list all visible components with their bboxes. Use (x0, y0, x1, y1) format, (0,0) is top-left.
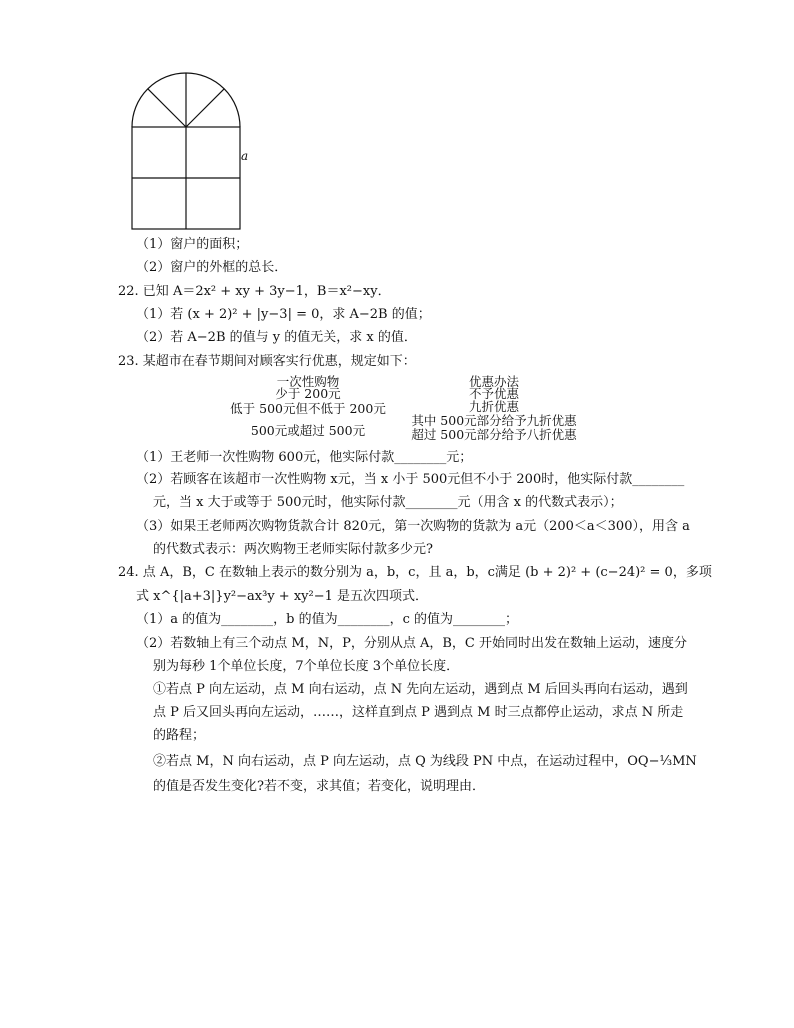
table-row2-purchase: 低于 500元但不低于 200元 (230, 401, 386, 416)
q22-sub2: （2）若 A−2B 的值与 y 的值无关，求 x 的值． (136, 330, 417, 345)
table-header-purchase: 一次性购物 (276, 374, 340, 389)
q24-sub1: （1）a 的值为________，b 的值为________，c 的值为________； (136, 612, 519, 627)
q24-part1-line1: ①若点 P 向左运动，点 M 向右运动，点 N 先向左运动，遇到点 M 后回头再向右运动，遇到 (153, 682, 688, 697)
q24-part2-line2: 的值是否发生变化?若不变，求其值；若变化，说明理由． (153, 779, 485, 794)
table-row3-purchase: 500元或超过 500元 (250, 423, 366, 438)
table-row3-discount-line2: 超过 500元部分给予八折优惠 (411, 427, 577, 442)
q22-stem: 22. 已知 A＝2x² + xy + 3y−1，B＝x²−xy． (118, 284, 391, 299)
table-row1-discount: 不予优惠 (468, 386, 520, 401)
table-row3-discount-line1: 其中 500元部分给予九折优惠 (411, 413, 577, 428)
q24-part1-line3: 的路程； (153, 728, 206, 743)
q23-sub2-line2: 元，当 x 大于或等于 500元时，他实际付款________元（用含 x 的代数式表示）； (153, 495, 623, 510)
q24-stem-line1: 24. 点 A，B，C 在数轴上表示的数分别为 a，b，c，且 a，b，c满足 (b + 2)² + (c−24)² = 0，多项 (118, 565, 712, 580)
q23-stem: 23. 某超市在春节期间对顾客实行优惠，规定如下： (118, 354, 416, 369)
q24-stem-line2: 式 x^{|a+3|}y²−ax³y + xy²−1 是五次四项式． (136, 589, 428, 604)
q23-sub3-line1: （3）如果王老师两次购物货款合计 820元，第一次购物的货款为 a元（200＜a＜300），用含 a (136, 519, 690, 534)
side-label-a: a (241, 149, 249, 163)
window-figure (128, 72, 258, 232)
q24-sub2-line2: 别为每秒 1个单位长度，7个单位长度 3个单位长度． (153, 659, 460, 674)
q24-sub2-line1: （2）若数轴上有三个动点 M，N，P，分别从点 A，B，C 开始同时出发在数轴上运动，速度分 (136, 636, 687, 651)
q24-part1-line2: 点 P 后又回头再向左运动，……，这样直到点 P 遇到点 M 时三点都停止运动，求点 N 所走 (153, 705, 684, 720)
q23-sub1: （1）王老师一次性购物 600元，他实际付款________元； (136, 450, 473, 465)
q21-sub2: （2）窗户的外框的总长． (136, 260, 288, 275)
q23-sub2-line1: （2）若顾客在该超市一次性购物 x元，当 x 小于 500元但不小于 200时，他实际付款________ (136, 472, 685, 487)
q21-sub1: （1）窗户的面积； (136, 237, 249, 252)
table-header-discount: 优惠办法 (468, 374, 520, 389)
table-row1-purchase: 少于 200元 (275, 386, 341, 401)
table-row2-discount: 九折优惠 (468, 399, 520, 414)
q22-sub1: （1）若 (x + 2)² + |y−3| = 0，求 A−2B 的值； (136, 307, 431, 322)
q24-part2-line1: ②若点 M，N 向右运动，点 P 向左运动，点 Q 为线段 PN 中点，在运动过程中，OQ−⅓MN (153, 754, 697, 769)
q23-sub3-line2: 的代数式表示：两次购物王老师实际付款多少元? (153, 542, 433, 557)
